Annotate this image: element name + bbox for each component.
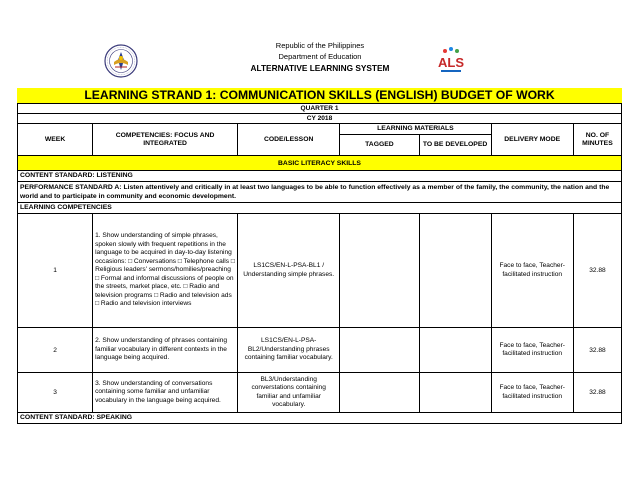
table-row [18, 214, 622, 328]
competency-cell: 2. Show understanding of phrases containing familiar vocabulary in different contexts in the language being acquired. [93, 328, 238, 373]
tagged-cell [340, 214, 419, 328]
tagged-cell [340, 328, 419, 373]
department-line: Department of Education [278, 51, 362, 61]
table-row [18, 373, 622, 413]
competency-cell: 3. Show understanding of conversations containing some familiar and unfamiliar vocabulary in the language being acquired. [93, 373, 238, 413]
delivery-cell: Face to face, Teacher-facilitated instruction [491, 373, 573, 413]
col-learning-materials: LEARNING MATERIALS [340, 124, 491, 135]
tagged-cell [340, 373, 419, 413]
developed-cell [419, 328, 491, 373]
republic-line: Republic of the Philippines [275, 41, 365, 50]
col-tagged: TAGGED [340, 135, 419, 156]
minutes-cell: 32.88 [573, 373, 621, 413]
week-cell: 1 [18, 214, 93, 328]
als-line: ALTERNATIVE LEARNING SYSTEM [250, 63, 390, 73]
basic-literacy-band: BASIC LITERACY SKILLS [18, 156, 622, 171]
table-row [18, 328, 622, 373]
content-standard-listening: CONTENT STANDARD: LISTENING [18, 171, 622, 182]
als-logo-text: ALS [438, 55, 464, 70]
col-to-be-developed: TO BE DEVELOPED [419, 135, 491, 156]
document-header [0, 38, 640, 78]
code-cell: LS1CS/EN-L-PSA-BL2/Understanding phrases containing familiar vocabulary. [238, 328, 340, 373]
cy-label: CY 2018 [18, 114, 622, 124]
learning-competencies-label: LEARNING COMPETENCIES [18, 203, 622, 214]
col-competencies: COMPETENCIES: FOCUS AND INTEGRATED [93, 124, 238, 156]
col-delivery: DELIVERY MODE [491, 124, 573, 156]
developed-cell [419, 373, 491, 413]
deped-seal-icon [104, 44, 138, 78]
delivery-cell: Face to face, Teacher-facilitated instruction [491, 214, 573, 328]
competency-cell: 1. Show understanding of simple phrases, spoken slowly with frequent repetitions in the language to be acquired in day-to-day listening occasions: □ Conversations □ Telephone calls □ Religious leaders' sermons/homilies/preaching □ Formal and informal discussions of people on the streets, market place, etc. □ Radio and television programs □ Radio and television ads □ Radio and television interviews [93, 214, 238, 328]
week-cell: 2 [18, 328, 93, 373]
col-minutes: NO. OF MINUTES [573, 124, 621, 156]
minutes-cell: 32.88 [573, 328, 621, 373]
code-cell: BL3/Understanding converstations containing familiar and unfamiliar vocabulary. [238, 373, 340, 413]
col-code: CODE/LESSON [238, 124, 340, 156]
minutes-cell: 32.88 [573, 214, 621, 328]
performance-standard: PERFORMANCE STANDARD A: Listen attentively and critically in at least two languages to be able to function effectively as a member of the family, the community, the nation and the world and to participate in community and economic development. [18, 182, 622, 203]
page-title: LEARNING STRAND 1: COMMUNICATION SKILLS (ENGLISH) BUDGET OF WORK [84, 88, 555, 102]
als-logo-icon [436, 45, 466, 75]
code-cell: LS1CS/EN-L-PSA-BL1 / Understanding simple phrases. [238, 214, 340, 328]
content-standard-speaking: CONTENT STANDARD: SPEAKING [18, 413, 622, 424]
developed-cell [419, 214, 491, 328]
budget-of-work-table [17, 103, 622, 424]
week-cell: 3 [18, 373, 93, 413]
col-week: WEEK [18, 124, 93, 156]
quarter-label: QUARTER 1 [18, 104, 622, 114]
delivery-cell: Face to face, Teacher-facilitated instruction [491, 328, 573, 373]
